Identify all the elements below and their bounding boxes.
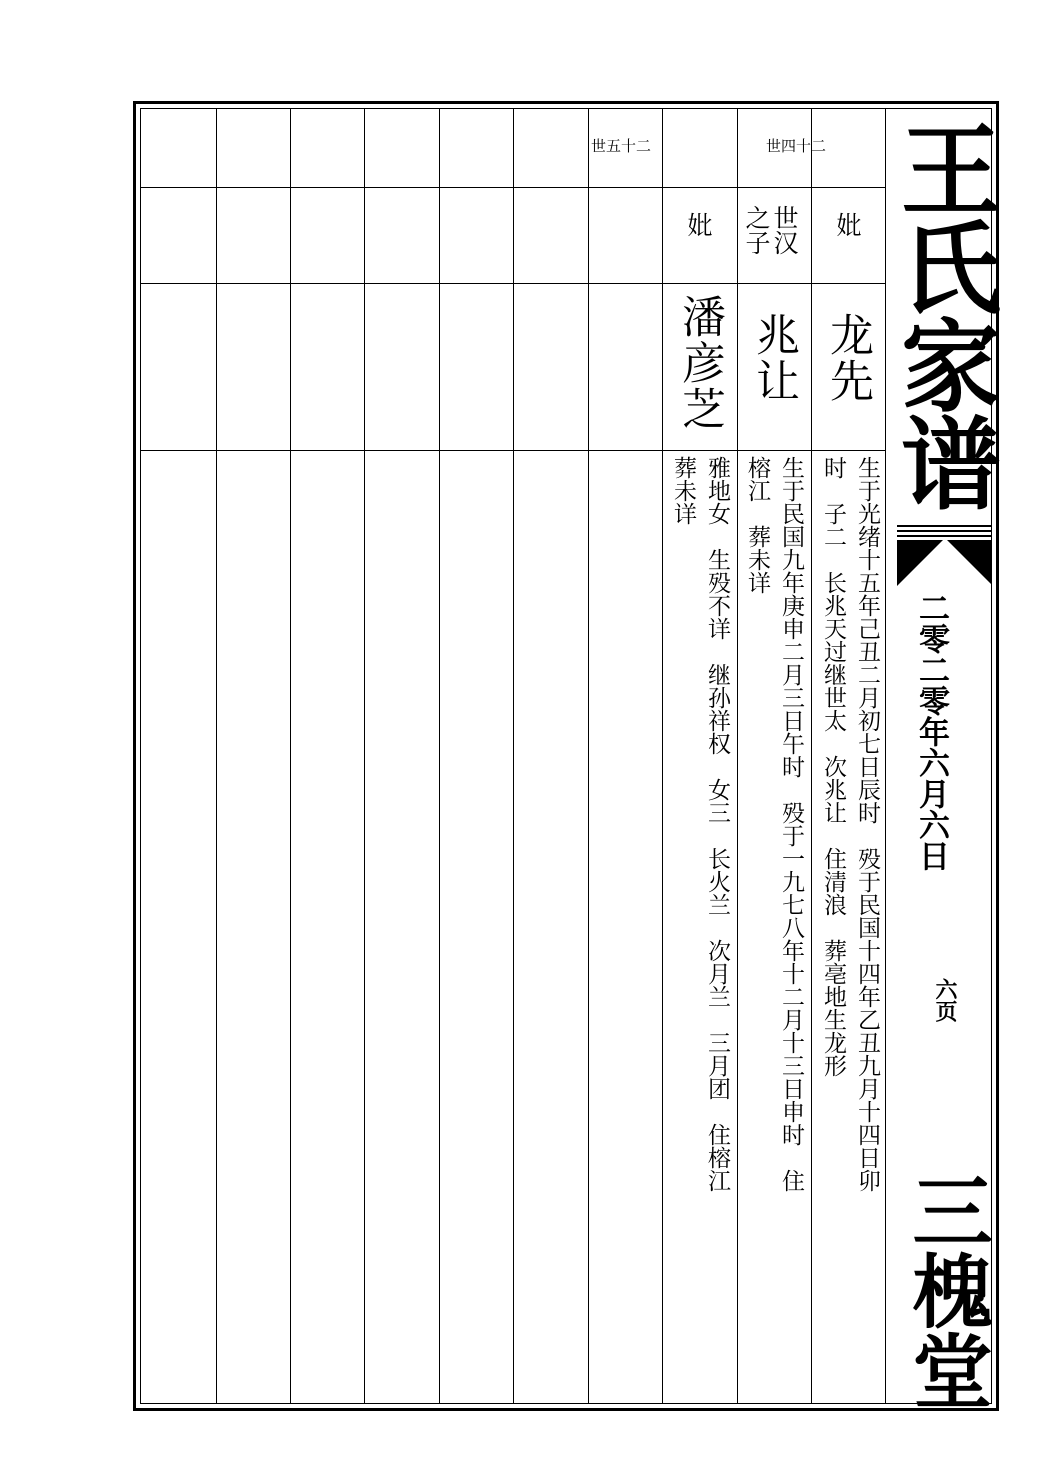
row-divider <box>140 283 886 284</box>
person-description: 雅地女 生殁不详 继孙祥权 女三 长火兰 次月兰 三月团 住榕江 葬未详 <box>670 456 730 1192</box>
row-divider <box>140 187 886 188</box>
column-divider <box>662 108 663 1404</box>
generation-label: 二十四世 <box>766 137 827 155</box>
relation-label: 妣 <box>684 212 713 237</box>
column-divider <box>439 108 440 1404</box>
page-number: 六页 <box>932 978 958 1022</box>
column-divider <box>513 108 514 1404</box>
row-divider <box>140 450 886 451</box>
person-description: 生于民国九年庚申二月三日午时 殁于一九七八年十二月十三日申时 住 榕江 葬未详 <box>744 456 804 1192</box>
person-name: 兆让 <box>748 312 799 404</box>
relation-label: 世汉 之子 <box>742 205 799 255</box>
column-divider <box>737 108 738 1404</box>
column-divider <box>216 108 217 1404</box>
person-name: 潘彦芝 <box>674 294 725 432</box>
generation-label: 二十五世 <box>591 137 652 155</box>
column-divider <box>811 108 812 1404</box>
relation-label: 妣 <box>833 212 862 237</box>
title-ornament <box>895 524 993 588</box>
column-divider <box>588 108 589 1404</box>
column-divider <box>290 108 291 1404</box>
hall-name: 三槐堂 <box>899 1170 993 1410</box>
person-name: 龙先 <box>822 312 873 404</box>
genealogy-title: 王氏家谱 <box>884 118 1002 510</box>
compile-date: 二零二零年六月六日 <box>913 592 949 871</box>
person-description: 生于光绪十五年己丑二月初七日辰时 殁于民国十四年乙丑九月十四日卯 时 子二 长兆天过继世太 次兆让 住清浪 葬亳地生龙形 <box>820 456 880 1192</box>
column-divider <box>364 108 365 1404</box>
